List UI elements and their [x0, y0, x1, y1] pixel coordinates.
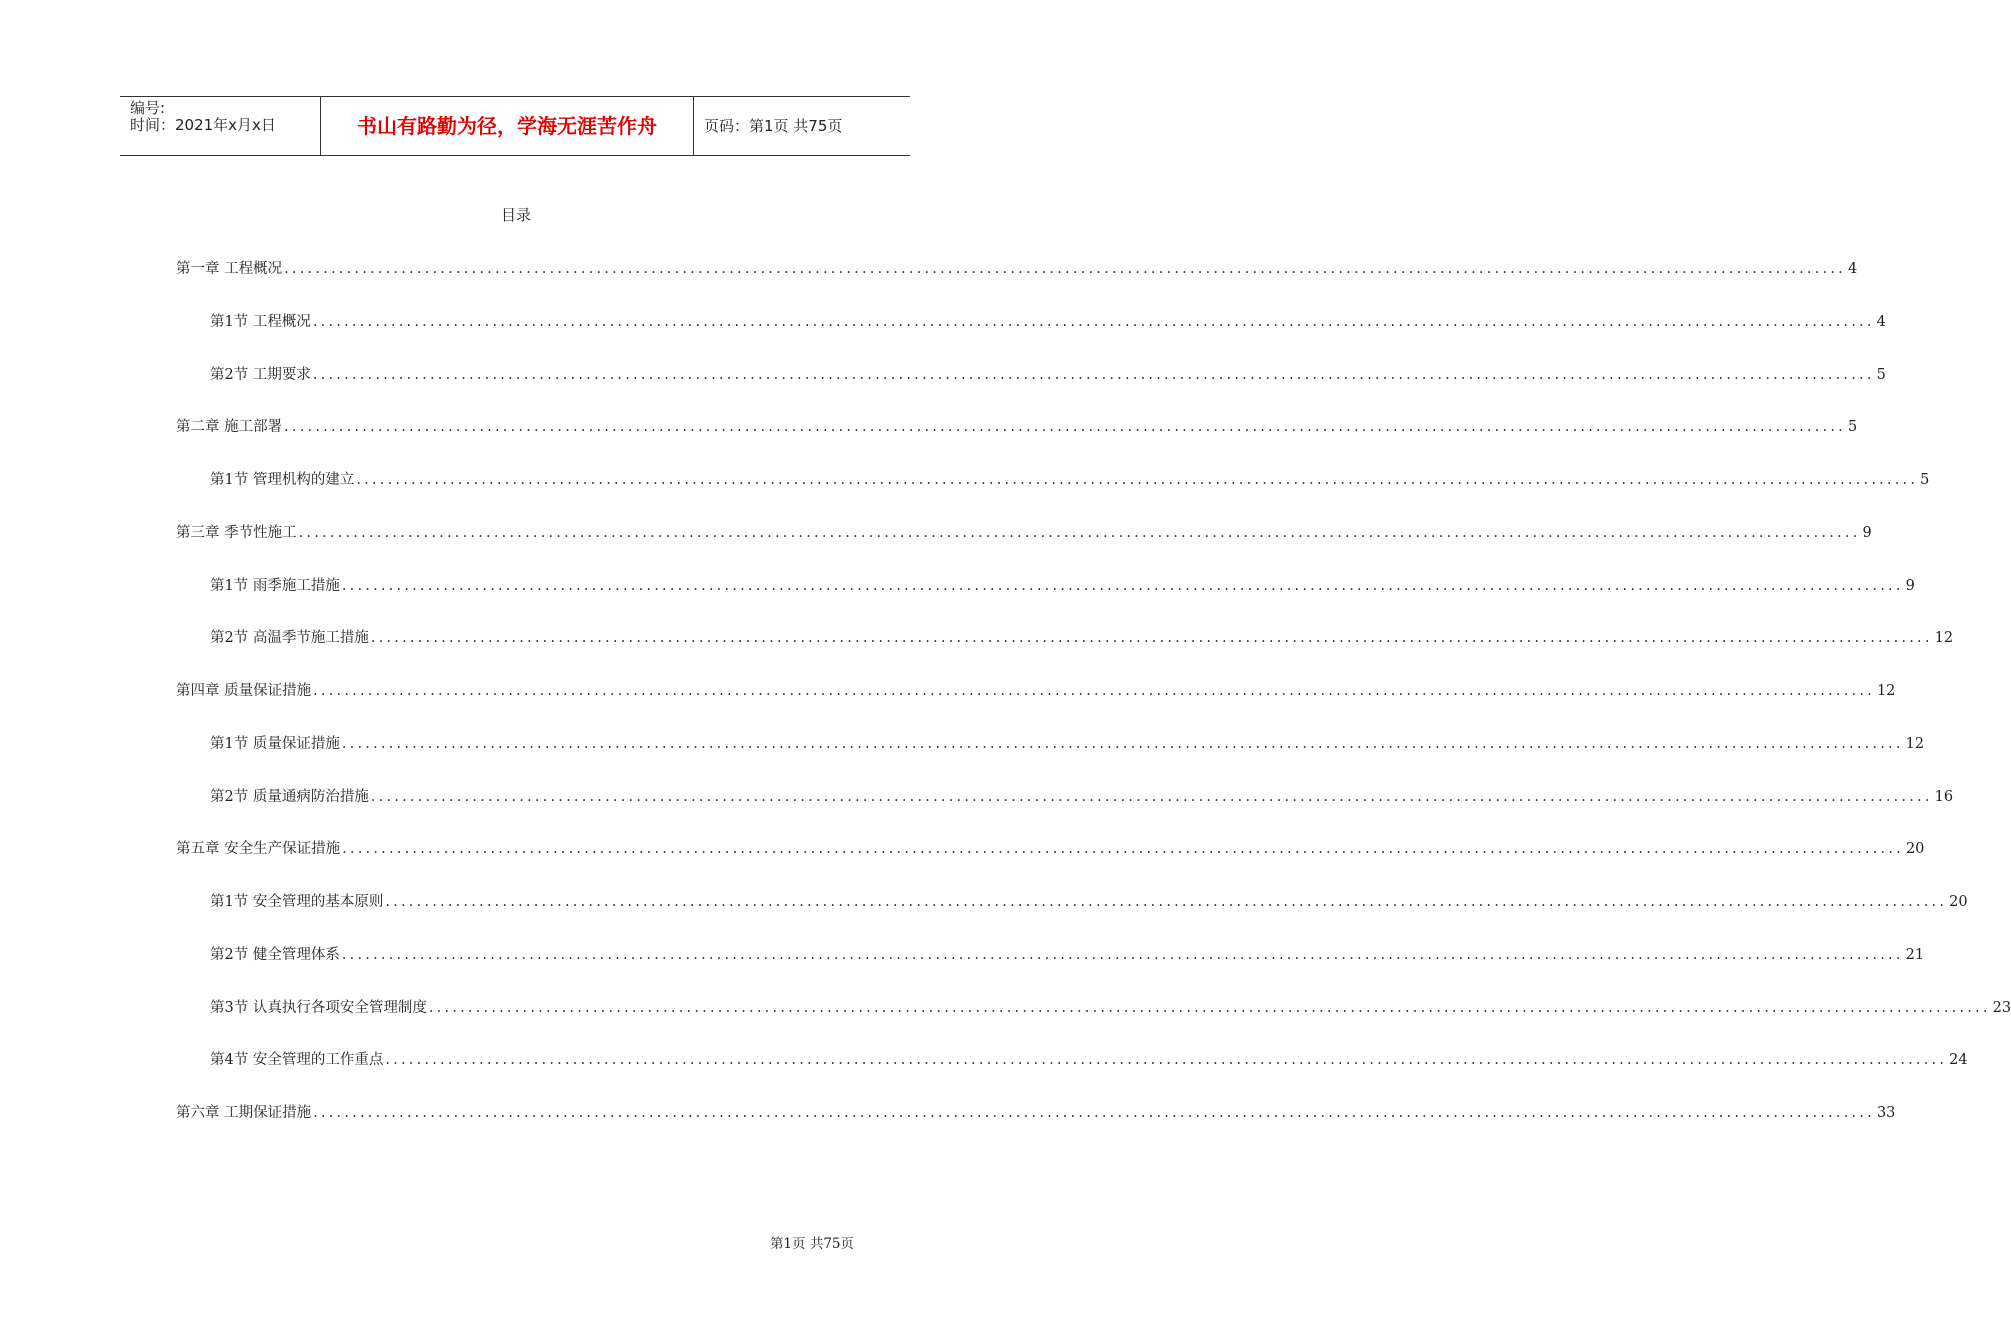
toc-entry-page: 20	[1949, 894, 1968, 910]
toc-entry-title: 第2节 健全管理体系	[210, 946, 340, 963]
toc-entry-title: 第五章 安全生产保证措施	[176, 841, 341, 858]
toc-leader-dots: ........................................................................................................................................................................................................	[428, 999, 1991, 1016]
header-page-info: 页码：第1页 共75页	[704, 117, 843, 135]
header-motto: 书山有路勤为径，学海无涯苦作舟	[321, 97, 694, 155]
toc-entry-title: 第4节 安全管理的工作重点	[210, 1052, 384, 1069]
toc-entry-page: 12	[1934, 630, 1954, 647]
toc-entry-title: 第1节 工程概况	[210, 313, 311, 330]
toc-entry-title: 第3节 认真执行各项安全管理制度	[210, 999, 427, 1016]
toc-entry-title: 第六章 工期保证措施	[176, 1105, 312, 1121]
toc-entry-title: 第2节 质量通病防治措施	[210, 788, 369, 805]
toc-leader-dots: ........................................................................................................................................................................................................	[356, 472, 1919, 488]
toc-chapter-entry[interactable]	[176, 415, 1858, 437]
toc-section-entry[interactable]	[210, 785, 1954, 807]
toc-section-entry[interactable]	[210, 310, 1886, 332]
toc-leader-dots: ........................................................................................................................................................................................................	[341, 946, 1904, 963]
toc-entry-page: 16	[1934, 788, 1954, 805]
document-time-label: 时间：2021年x月x日	[130, 116, 276, 134]
toc-entry-page: 33	[1876, 1105, 1896, 1121]
toc-entry-page: 5	[1847, 419, 1858, 436]
toc-entry-title: 第一章 工程概况	[176, 261, 283, 277]
toc-leader-dots: ........................................................................................................................................................................................................	[298, 524, 1861, 541]
toc-entry-page: 4	[1876, 313, 1886, 330]
toc-entry-title: 第2节 工期要求	[210, 366, 311, 383]
footer-page-info: 第1页 共75页	[769, 1236, 854, 1252]
toc-leader-dots: ........................................................................................................................................................................................................	[385, 894, 1948, 910]
toc-entry-title: 第三章 季节性施工	[176, 524, 297, 541]
toc-entry-page: 5	[1920, 472, 1930, 488]
toc-entry-title: 第二章 施工部署	[176, 419, 283, 436]
toc-entry-title: 第1节 质量保证措施	[210, 735, 340, 752]
toc-entry-page: 12	[1905, 735, 1925, 752]
toc-entry-page: 9	[1905, 577, 1915, 594]
toc-entry-title: 第1节 安全管理的基本原则	[210, 894, 384, 910]
toc-leader-dots: ........................................................................................................................................................................................................	[284, 261, 1846, 277]
toc-section-entry[interactable]	[210, 943, 1925, 965]
toc-chapter-entry[interactable]	[176, 1101, 1896, 1123]
toc-leader-dots: ........................................................................................................................................................................................................	[341, 735, 1904, 752]
toc-chapter-entry[interactable]	[176, 257, 1858, 279]
toc-entry-title: 第1节 雨季施工措施	[210, 577, 340, 594]
toc-leader-dots: ........................................................................................................................................................................................................	[385, 1052, 1948, 1069]
toc-chapter-entry[interactable]	[176, 837, 1925, 859]
header-meta-cell	[120, 97, 321, 155]
toc-entry-page: 4	[1847, 261, 1858, 277]
toc-leader-dots: ........................................................................................................................................................................................................	[370, 788, 1933, 805]
toc-section-entry[interactable]	[210, 890, 1968, 912]
toc-leader-dots: ........................................................................................................................................................................................................	[312, 366, 1875, 383]
toc-section-entry[interactable]	[210, 626, 1954, 648]
toc-entry-page: 20	[1905, 841, 1925, 858]
toc-entry-page: 23	[1992, 999, 2011, 1016]
toc-section-entry[interactable]	[210, 574, 1915, 596]
toc-entry-page: 5	[1876, 366, 1886, 383]
toc-leader-dots: ........................................................................................................................................................................................................	[313, 1105, 1875, 1121]
document-number-label: 编号:	[130, 99, 166, 117]
toc-entry-title: 第2节 高温季节施工措施	[210, 630, 369, 647]
toc-entry-page: 24	[1949, 1052, 1968, 1069]
toc-leader-dots: ........................................................................................................................................................................................................	[342, 841, 1904, 858]
toc-section-entry[interactable]	[210, 468, 1930, 490]
toc-title: 目录	[500, 206, 531, 224]
toc-entry-title: 第四章 质量保证措施	[176, 683, 312, 699]
toc-entry-page: 21	[1905, 946, 1925, 963]
toc-entry-page: 12	[1876, 683, 1896, 699]
toc-leader-dots: ........................................................................................................................................................................................................	[313, 683, 1875, 699]
toc-chapter-entry[interactable]	[176, 521, 1872, 543]
toc-section-entry[interactable]	[210, 996, 2011, 1018]
toc-entry-page: 9	[1862, 524, 1872, 541]
toc-entry-title: 第1节 管理机构的建立	[210, 472, 355, 488]
toc-leader-dots: ........................................................................................................................................................................................................	[341, 577, 1904, 594]
toc-section-entry[interactable]	[210, 1048, 1968, 1070]
toc-leader-dots: ........................................................................................................................................................................................................	[312, 313, 1875, 330]
document-header	[120, 96, 910, 156]
toc-section-entry[interactable]	[210, 732, 1925, 754]
toc-leader-dots: ........................................................................................................................................................................................................	[284, 419, 1846, 436]
toc-section-entry[interactable]	[210, 363, 1886, 385]
toc-leader-dots: ........................................................................................................................................................................................................	[370, 630, 1933, 647]
toc-chapter-entry[interactable]	[176, 679, 1896, 701]
